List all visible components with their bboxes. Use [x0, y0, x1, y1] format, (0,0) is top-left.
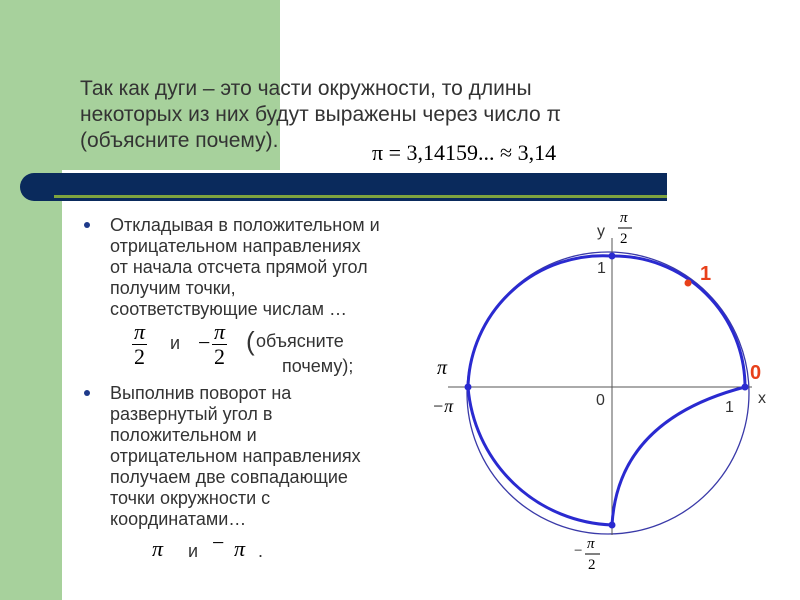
bullet-line: положительном и: [110, 425, 257, 445]
bullet-line: соответствующие числам …: [110, 299, 347, 319]
pi-over-2-denominator: 2: [620, 231, 628, 247]
neg-pi-over-2-minus: −: [574, 543, 583, 559]
bullet-line: Выполнив поворот на: [110, 383, 292, 403]
fraction-numerator: π: [214, 319, 226, 344]
bullet-line: точки окружности с: [110, 488, 271, 508]
pi-approximation: π = 3,14159... ≈ 3,14: [372, 140, 557, 165]
bullet-line: получим точки,: [110, 278, 236, 298]
pi-over-2-numerator: π: [620, 210, 628, 226]
arc-quarter-2: [468, 256, 612, 387]
neg-pi-over-2-numerator: π: [587, 536, 595, 552]
minus-sign: −: [212, 530, 225, 555]
y-one-label: 1: [597, 260, 606, 277]
open-paren: (: [246, 326, 255, 356]
bullet-line: получаем две совпадающие: [110, 467, 348, 487]
explain-text: объясните: [256, 331, 344, 351]
point-pi: [465, 384, 472, 391]
axis-x-label: x: [758, 390, 766, 407]
x-one-label: 1: [725, 399, 734, 416]
and-text: и: [188, 541, 199, 561]
arc-quarter-1: [612, 256, 745, 387]
point-zero: [742, 384, 749, 391]
origin-label: 0: [596, 392, 605, 409]
bullet-line: координатами…: [110, 509, 247, 529]
fraction-denominator: 2: [134, 344, 146, 369]
fraction-denominator: 2: [214, 344, 226, 369]
title-line: некоторых из них будут выражены через число π: [80, 103, 562, 126]
point-zero-label: 0: [750, 362, 762, 384]
bullet-line: от начала отсчета прямой угол: [110, 257, 368, 277]
pi-symbol: π: [234, 536, 246, 561]
title-line: (объясните почему).: [80, 129, 279, 152]
period-text: .: [258, 541, 264, 561]
pi-label: π: [437, 357, 448, 379]
point-neg-pi-over-2: [609, 522, 616, 529]
point-one: [685, 280, 692, 287]
arc-quarter-3: [468, 387, 612, 525]
title-line: Так как дуги – это части окружности, то длины: [80, 77, 532, 100]
bullet-line: отрицательном направлениях: [110, 446, 361, 466]
fraction-numerator: π: [134, 319, 146, 344]
bullet-line: Откладывая в положительном и: [110, 215, 380, 235]
minus-sign: −: [198, 330, 211, 355]
bullet-line: развернутый угол в: [110, 404, 273, 424]
bullet-line: отрицательном направлениях: [110, 236, 361, 256]
axis-y-label: y: [597, 223, 605, 240]
point-pi-over-2: [609, 253, 616, 260]
and-text: и: [170, 333, 181, 353]
neg-pi-over-2-denominator: 2: [588, 557, 596, 573]
neg-pi-label: −π: [432, 396, 454, 416]
pi-symbol: π: [152, 536, 164, 561]
explain-text: почему);: [282, 356, 354, 376]
point-one-label: 1: [700, 263, 712, 285]
